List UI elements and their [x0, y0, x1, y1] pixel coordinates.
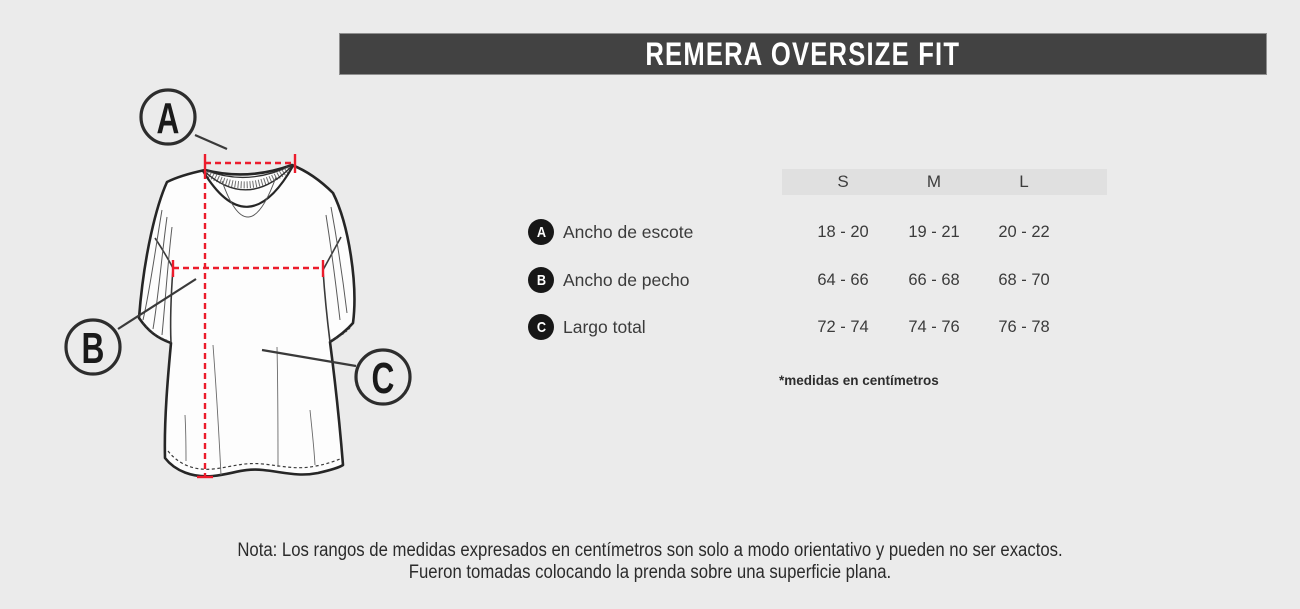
- marker-b-letter: B: [81, 323, 105, 374]
- table-row-largo-total: [528, 314, 1108, 340]
- disclaimer-note: [78, 540, 1222, 584]
- value-l: 76 - 78: [998, 318, 1050, 336]
- value-m: 66 - 68: [908, 271, 960, 289]
- title-bar: [339, 33, 1267, 75]
- marker-a-letter: A: [156, 93, 180, 144]
- table-row-ancho-de-escote: [528, 219, 1108, 245]
- marker-c: [356, 350, 410, 404]
- disclaimer-line-2: Fueron tomadas colocando la prenda sobre una superficie plana.: [408, 562, 892, 583]
- row-label: Largo total: [563, 317, 646, 337]
- column-header-s: S: [837, 172, 849, 191]
- units-footnote: *medidas en centímetros: [779, 373, 939, 388]
- row-badge-c-letter: C: [536, 318, 546, 336]
- size-table-header: [782, 169, 1107, 195]
- value-s: 72 - 74: [817, 318, 869, 336]
- marker-a: [141, 90, 195, 144]
- value-m: 74 - 76: [908, 318, 960, 336]
- marker-b: [66, 320, 120, 374]
- page-title: REMERA OVERSIZE FIT: [645, 35, 961, 72]
- row-label: Ancho de pecho: [563, 270, 690, 290]
- row-badge-b-letter: B: [536, 271, 546, 289]
- row-label: Ancho de escote: [563, 222, 694, 242]
- value-m: 19 - 21: [908, 223, 960, 241]
- value-s: 64 - 66: [817, 271, 869, 289]
- table-row-ancho-de-pecho: [528, 267, 1108, 293]
- tshirt-drawing: [139, 165, 354, 476]
- value-s: 18 - 20: [817, 223, 869, 241]
- row-badge-a-letter: A: [536, 223, 546, 241]
- marker-c-letter: C: [371, 353, 395, 404]
- row-badge-b: [528, 267, 554, 293]
- tshirt-measurement-diagram: [50, 85, 430, 505]
- row-badge-c: [528, 314, 554, 340]
- column-header-l: L: [1019, 172, 1029, 191]
- column-header-m: M: [926, 172, 942, 191]
- value-l: 20 - 22: [998, 223, 1050, 241]
- row-badge-a: [528, 219, 554, 245]
- disclaimer-line-1: Nota: Los rangos de medidas expresados en centímetros son solo a modo orientativo y pueden no ser exactos.: [237, 540, 1063, 561]
- value-l: 68 - 70: [998, 271, 1050, 289]
